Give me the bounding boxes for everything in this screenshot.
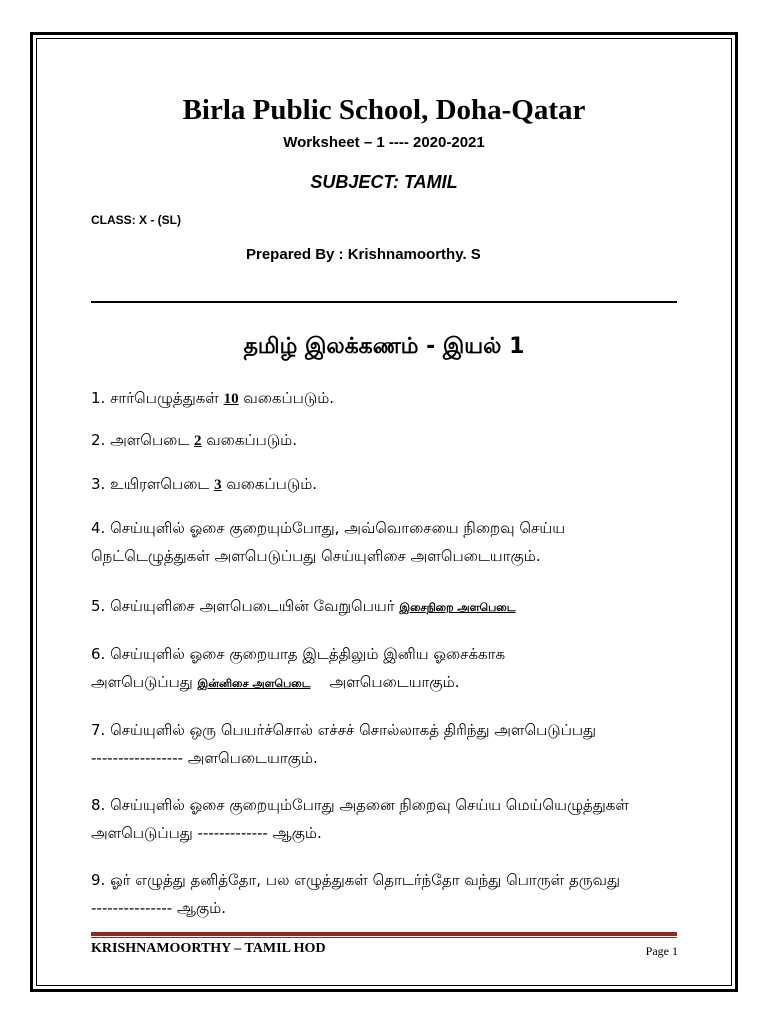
question-line: ----------------- அளபெடையாகும். [91, 749, 318, 767]
question-text: அளபெடுப்பது [91, 673, 198, 691]
question-text: வகைப்படும். [238, 389, 335, 407]
question-text: 3. உயிரளபெடை [91, 475, 215, 493]
question-2 [91, 426, 691, 455]
question-1 [91, 384, 691, 413]
question-4 [91, 514, 691, 570]
subject-label: SUBJECT: TAMIL [310, 172, 458, 192]
question-7 [91, 716, 691, 772]
question-text: அளபெடையாகும். [310, 673, 460, 691]
worksheet-label: Worksheet – 1 ---- 2020-2021 [283, 134, 485, 151]
question-8 [91, 791, 691, 847]
question-3 [91, 470, 691, 499]
answer-text: 2 [194, 433, 202, 449]
question-text: 2. அளபெடை [91, 431, 195, 449]
question-9 [91, 866, 691, 922]
page-number: Page 1 [645, 944, 678, 958]
footer-author: KRISHNAMOORTHY – TAMIL HOD [91, 941, 326, 956]
class-label: CLASS: X - (SL) [91, 213, 181, 227]
section-heading: தமிழ் இலக்கணம் - இயல் 1 [243, 334, 525, 359]
answer-text: இசைநிறை அளபெடை [399, 601, 516, 614]
school-title: Birla Public School, Doha-Qatar [182, 94, 586, 126]
prepared-by: Prepared By : Krishnamoorthy. S [246, 246, 481, 263]
question-line: 9. ஓர் எழுத்து தனித்தோ, பல எழுத்துகள் தொடர்ந்தோ வந்து பொருள் தருவது [91, 871, 620, 889]
question-text: வகைப்படும். [221, 475, 318, 493]
footer-rule-thin [91, 937, 677, 938]
footer-rule [91, 932, 677, 936]
question-6 [91, 640, 691, 698]
question-line: 6. செய்யுளில் ஓசை குறையாத இடத்திலும் இனிய ஓசைக்காக [91, 645, 506, 663]
question-text: 1. சார்பெழுத்துகள் [91, 389, 224, 407]
question-line: அளபெடுப்பது ------------- ஆகும். [91, 824, 322, 842]
question-line: 4. செய்யுளில் ஓசை குறையும்போது, அவ்வொசையை நிறைவு செய்ய [91, 519, 566, 537]
question-5 [91, 592, 691, 622]
answer-text: இன்னிசை அளபெடை [197, 677, 311, 690]
question-line: 7. செய்யுளில் ஒரு பெயர்ச்சொல் எச்சச் சொல்லாகத் திரிந்து அளபெடுப்பது [91, 721, 597, 739]
question-line: 8. செய்யுளில் ஓசை குறையும்போது அதனை நிறைவு செய்ய மெய்யெழுத்துகள் [91, 796, 629, 814]
question-text: 5. செய்யுளிசை அளபெடையின் வேறுபெயர் [91, 597, 400, 615]
question-line: --------------- ஆகும். [91, 899, 227, 917]
question-text: வகைப்படும். [201, 431, 297, 449]
answer-text: 10 [223, 391, 239, 407]
question-line [91, 668, 691, 698]
answer-text: 3 [214, 477, 222, 493]
divider-rule [91, 301, 677, 303]
question-line: நெட்டெழுத்துகள் அளபெடுப்பது செய்யுளிசை அளபெடையாகும். [91, 547, 541, 565]
